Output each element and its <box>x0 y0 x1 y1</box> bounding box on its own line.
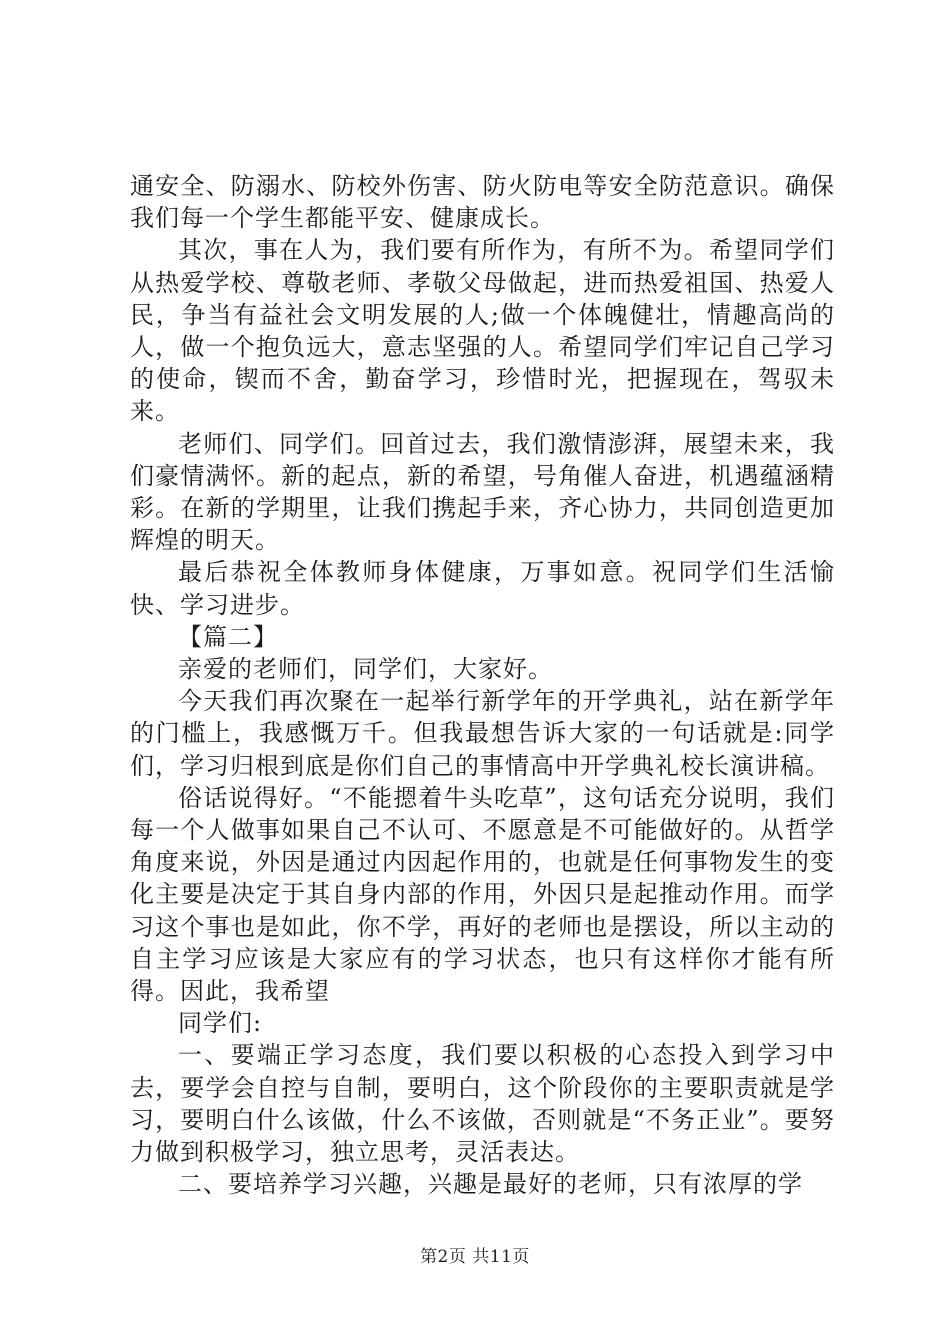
paragraph: 俗话说得好。“不能摁着牛头吃草”，这句话充分说明，我们每一个人做事如果自己不认可、不愿意是不可能做好的。从哲学角度来说，外因是通过内因起作用的，也就是任何事物发生的变化主要是决定于其自身内部的作用，外因只是起推动作用。而学习这个事也是如此，你不学，再好的老师也是摆设，所以主动的自主学习应该是大家应有的学习状态，也只有这样你才能有所得。因此，我希望 <box>130 783 835 1006</box>
document-body <box>130 170 835 1201</box>
paragraph: 通安全、防溺水、防校外伤害、防火防电等安全防范意识。确保我们每一个学生都能平安、健康成长。 <box>130 172 835 233</box>
paragraph: 其次，事在人为，我们要有所作为，有所不为。希望同学们从热爱学校、尊敬老师、孝敬父母做起，进而热爱祖国、热爱人民，争当有益社会文明发展的人;做一个体魄健壮，情趣高尚的人，做一个抱负远大，意志坚强的人。希望同学们牢记自己学习的使命，锲而不舍，勤奋学习，珍惜时光，把握现在，驾驭未来。 <box>130 236 835 426</box>
paragraph: 二、要培养学习兴趣，兴趣是最好的老师，只有浓厚的学 <box>178 1170 803 1199</box>
paragraph: 老师们、同学们。回首过去，我们激情澎湃，展望未来，我们豪情满怀。新的起点，新的希望，号角催人奋进，机遇蕴涵精彩。在新的学期里，让我们携起手来，齐心协力，共同创造更加辉煌的明天。 <box>130 429 835 555</box>
paragraph: 一、要端正学习态度，我们要以积极的心态投入到学习中去，要学会自控与自制，要明白，这个阶段你的主要职责就是学习，要明白什么该做，什么不该做，否则就是“不务正业”。要努力做到积极学习，独立思考，灵活表达。 <box>130 1041 835 1167</box>
greeting: 亲爱的老师们，同学们，大家好。 <box>178 655 553 684</box>
paragraph: 同学们: <box>178 1009 263 1038</box>
paragraph: 最后恭祝全体教师身体健康，万事如意。祝同学们生活愉快、学习进步。 <box>130 558 835 619</box>
page-footer: 第2页 共11页 <box>420 1247 530 1267</box>
section-heading: 【篇二】 <box>178 622 278 651</box>
paragraph: 今天我们再次聚在一起举行新学年的开学典礼，站在新学年的门槛上，我感慨万千。但我最想告诉大家的一句话就是:同学们，学习归根到底是你们自己的事情高中开学典礼校长演讲稿。 <box>130 687 835 780</box>
